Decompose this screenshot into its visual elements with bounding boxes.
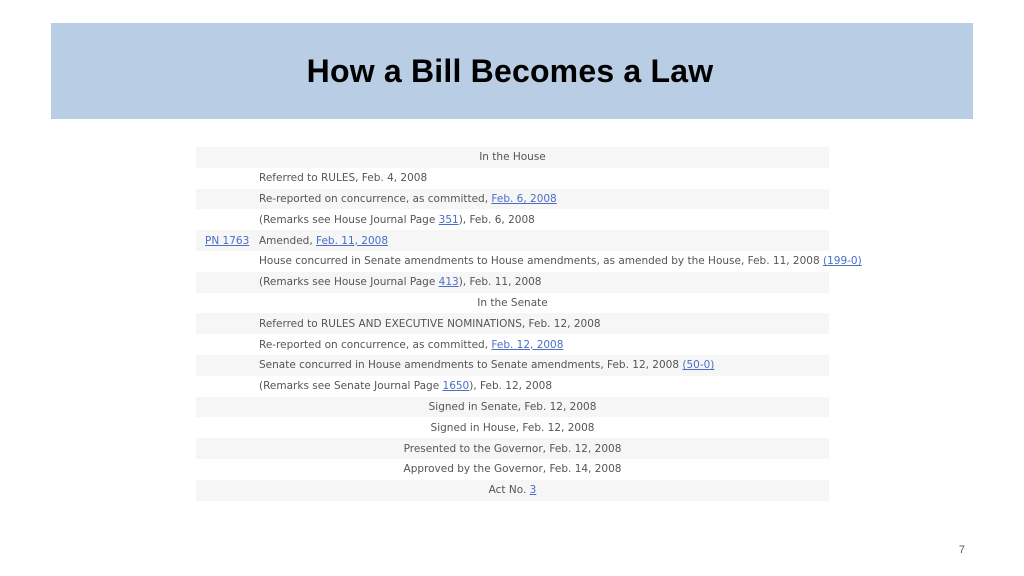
history-entry: Signed in Senate, Feb. 12, 2008 <box>428 400 597 413</box>
senate-section-header: In the Senate <box>477 296 548 309</box>
history-row <box>196 480 829 501</box>
history-entry: Approved by the Governor, Feb. 14, 2008 <box>403 463 622 476</box>
history-row <box>196 168 829 189</box>
bill-history-table <box>196 147 862 501</box>
history-entry: Referred to RULES AND EXECUTIVE NOMINATIONS, Feb. 12, 2008 <box>259 317 601 330</box>
house-section-header-row <box>196 147 829 168</box>
history-entry: Amended, Feb. 11, 2008 <box>259 234 389 247</box>
journal-page-link[interactable]: 413 <box>438 276 459 289</box>
journal-page-link[interactable]: 1650 <box>442 380 470 393</box>
vote-link[interactable]: (50-0) <box>682 359 715 372</box>
history-entry: Referred to RULES, Feb. 4, 2008 <box>259 172 428 185</box>
history-row <box>196 334 829 355</box>
page-number: 7 <box>958 544 965 556</box>
history-row <box>196 251 862 272</box>
history-entry: (Remarks see Senate Journal Page 1650), Feb. 12, 2008 <box>259 380 553 393</box>
history-entry: Re-reported on concurrence, as committed, Feb. 12, 2008 <box>259 338 564 351</box>
history-row <box>196 417 829 438</box>
journal-page-link[interactable]: 351 <box>438 213 459 226</box>
history-row <box>196 355 829 376</box>
history-entry: Presented to the Governor, Feb. 12, 2008 <box>403 442 622 455</box>
history-entry: House concurred in Senate amendments to House amendments, as amended by the House, Feb. 11, 2008 (199-0) <box>259 255 862 268</box>
history-row <box>196 459 829 480</box>
history-entry: Act No. 3 <box>488 484 537 497</box>
house-section-header: In the House <box>479 151 546 164</box>
history-entry: (Remarks see House Journal Page 351), Feb. 6, 2008 <box>259 213 535 226</box>
history-row <box>196 272 829 293</box>
senate-section-header-row <box>196 293 829 314</box>
history-row <box>196 397 829 418</box>
printer-number-link[interactable]: PN 1763 <box>205 234 250 247</box>
title-banner <box>51 23 973 119</box>
date-link[interactable]: Feb. 12, 2008 <box>491 338 564 351</box>
history-row <box>196 438 829 459</box>
history-entry: Senate concurred in House amendments to Senate amendments, Feb. 12, 2008 (50-0) <box>259 359 715 372</box>
history-row <box>196 209 829 230</box>
history-row <box>196 376 829 397</box>
history-entry: (Remarks see House Journal Page 413), Feb. 11, 2008 <box>259 276 542 289</box>
history-entry: Signed in House, Feb. 12, 2008 <box>430 421 595 434</box>
vote-link[interactable]: (199-0) <box>823 255 862 268</box>
history-row <box>196 230 829 251</box>
history-entry: Re-reported on concurrence, as committed, Feb. 6, 2008 <box>259 192 557 205</box>
act-number-link[interactable]: 3 <box>529 484 537 497</box>
history-row <box>196 189 829 210</box>
date-link[interactable]: Feb. 6, 2008 <box>491 192 557 205</box>
date-link[interactable]: Feb. 11, 2008 <box>316 234 389 247</box>
history-row <box>196 313 829 334</box>
slide-title: How a Bill Becomes a Law <box>306 52 714 89</box>
